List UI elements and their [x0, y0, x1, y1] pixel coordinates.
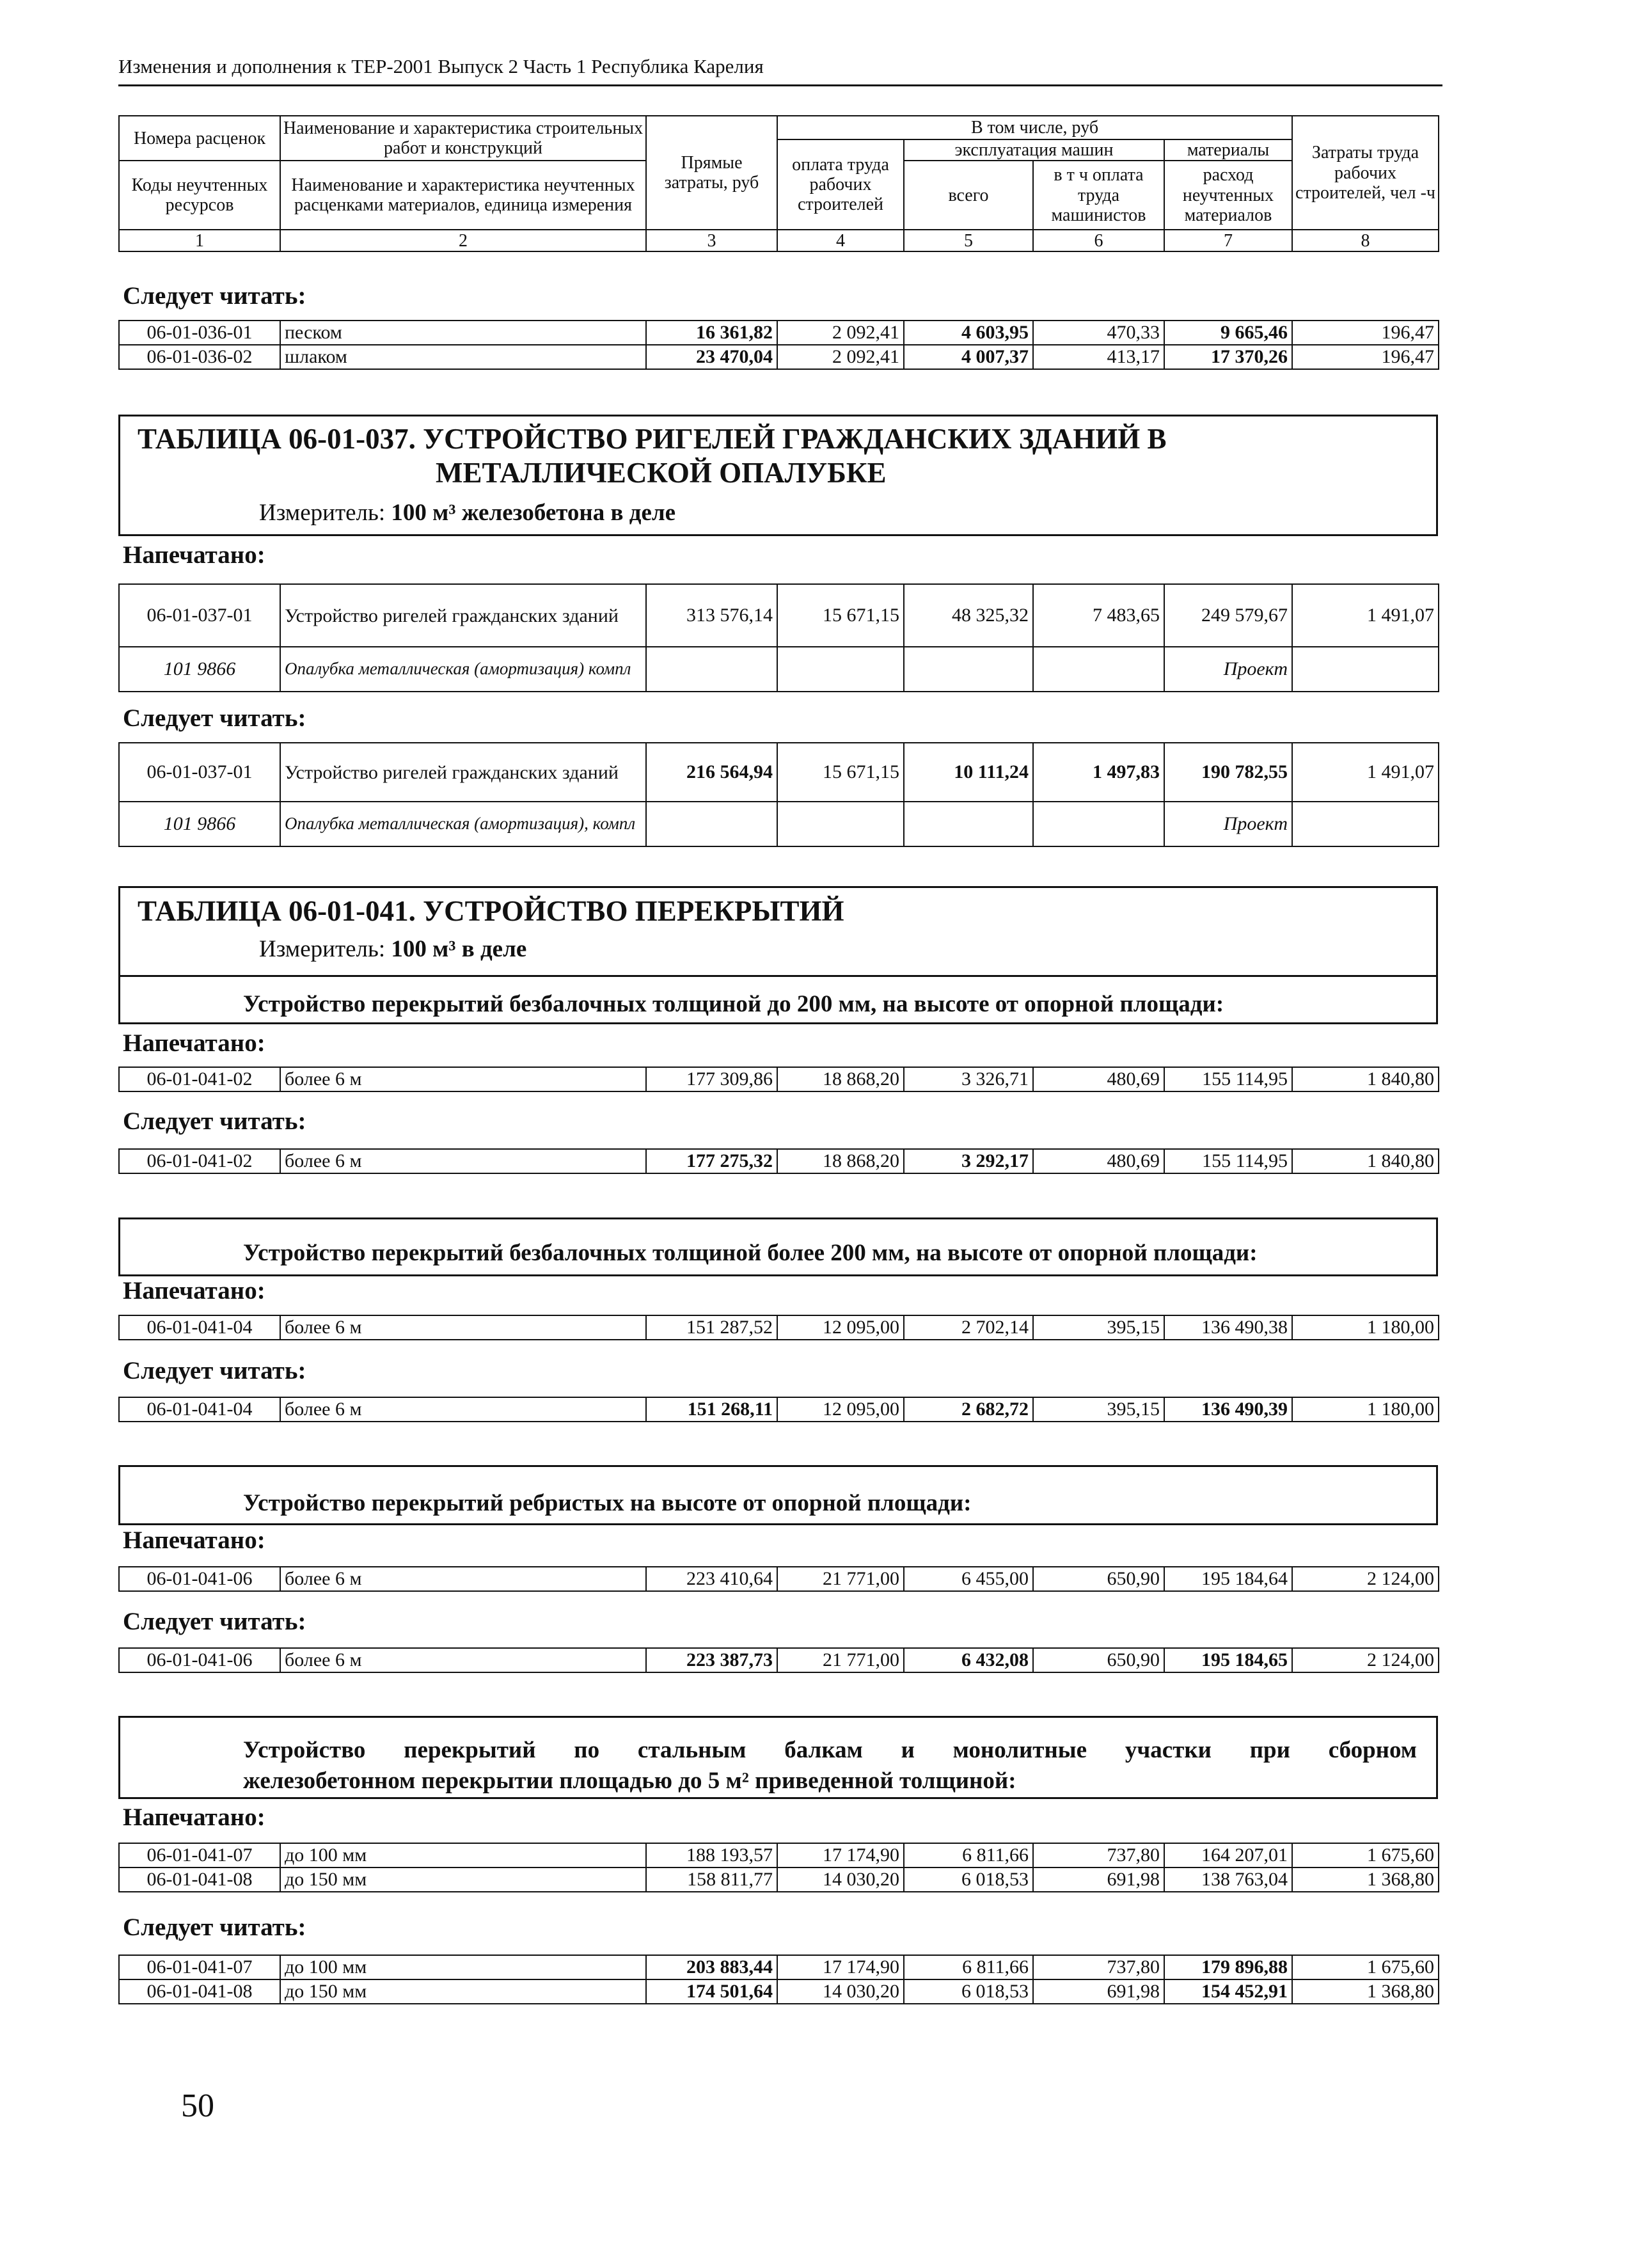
work-name: более 6 м: [280, 1067, 646, 1091]
work-name: более 6 м: [280, 1149, 646, 1173]
page-number: 50: [181, 2088, 214, 2124]
work-name: до 150 мм: [280, 1979, 646, 2004]
data-table: [118, 1397, 1439, 1422]
hdr-col3: Прямые затраты, руб: [646, 116, 777, 230]
labor-hours: 1 675,60: [1292, 1955, 1439, 1979]
direct-cost: 23 470,04: [646, 345, 777, 369]
rate-code: 06-01-041-02: [119, 1067, 280, 1091]
work-name: шлаком: [280, 345, 646, 369]
data-table: [118, 1067, 1439, 1092]
measure-unit: [259, 935, 526, 963]
direct-cost: 158 811,77: [646, 1868, 777, 1892]
labor-hours: 1 491,07: [1292, 584, 1439, 647]
materials-cost: 195 184,64: [1164, 1567, 1292, 1591]
machines-total: 6 018,53: [904, 1868, 1033, 1892]
labor-pay: 15 671,15: [777, 584, 904, 647]
table-title: ТАБЛИЦА 06-01-041. УСТРОЙСТВО ПЕРЕКРЫТИЙ: [138, 895, 844, 927]
machinists-pay: 413,17: [1033, 345, 1164, 369]
hdr-col1-bottom: Коды неучтенных ресурсов: [119, 161, 280, 230]
subsection-title: Устройство перекрытий ребристых на высоте от опорной площади:: [243, 1490, 972, 1516]
resource-name: Опалубка металлическая (амортизация), компл: [280, 802, 646, 846]
work-name: более 6 м: [280, 1648, 646, 1672]
direct-cost: 16 361,82: [646, 321, 777, 345]
rate-code: 06-01-041-04: [119, 1397, 280, 1422]
hdr-num: 6: [1033, 230, 1164, 251]
rate-code: 06-01-041-06: [119, 1567, 280, 1591]
labor-pay: 14 030,20: [777, 1868, 904, 1892]
hdr-col6: в т ч оплата труда машинистов: [1033, 161, 1164, 230]
direct-cost: 188 193,57: [646, 1843, 777, 1868]
column-header-table: [118, 115, 1439, 252]
direct-cost: 174 501,64: [646, 1979, 777, 2004]
machines-total: 3 292,17: [904, 1149, 1033, 1173]
subsection-title: железобетонном перекрытии площадью до 5 м² приведенной толщиной:: [243, 1768, 1016, 1794]
printed-label: Напечатано:: [123, 1029, 265, 1057]
direct-cost: 151 287,52: [646, 1315, 777, 1340]
read-label: Следует читать:: [123, 704, 306, 732]
machines-total: 3 326,71: [904, 1067, 1033, 1091]
hdr-incl: В том числе, руб: [777, 116, 1292, 139]
direct-cost: 203 883,44: [646, 1955, 777, 1979]
hdr-col1-top: Номера расценок: [119, 116, 280, 161]
machines-total: 6 018,53: [904, 1979, 1033, 2004]
data-table: [118, 1566, 1439, 1592]
read-label: Следует читать:: [123, 1608, 306, 1635]
printed-label: Напечатано:: [123, 1527, 265, 1554]
labor-hours: 196,47: [1292, 345, 1439, 369]
labor-hours: 1 840,80: [1292, 1067, 1439, 1091]
rate-code: 06-01-041-08: [119, 1868, 280, 1892]
data-table-read: [118, 742, 1439, 847]
machinists-pay: 691,98: [1033, 1868, 1164, 1892]
materials-cost: 136 490,38: [1164, 1315, 1292, 1340]
read-label: Следует читать:: [123, 1357, 306, 1384]
table-row: [119, 345, 1439, 369]
work-name: Устройство ригелей гражданских зданий: [280, 584, 646, 647]
rate-code: 06-01-036-01: [119, 321, 280, 345]
labor-pay: 15 671,15: [777, 743, 904, 802]
labor-pay: 12 095,00: [777, 1315, 904, 1340]
rate-code: 06-01-036-02: [119, 345, 280, 369]
table-row: [119, 1843, 1439, 1868]
materials-cost: 17 370,26: [1164, 345, 1292, 369]
direct-cost: 177 309,86: [646, 1067, 777, 1091]
measure-prefix: Измеритель:: [259, 936, 386, 962]
machinists-pay: 1 497,83: [1033, 743, 1164, 802]
labor-hours: 196,47: [1292, 321, 1439, 345]
materials-cost: 179 896,88: [1164, 1955, 1292, 1979]
resource-code: 101 9866: [119, 647, 280, 692]
rate-code: 06-01-041-02: [119, 1149, 280, 1173]
labor-pay: 17 174,90: [777, 1843, 904, 1868]
subsection-title: Устройство перекрытий безбалочных толщиной более 200 мм, на высоте от опорной площади:: [243, 1240, 1258, 1266]
materials-cost: 154 452,91: [1164, 1979, 1292, 2004]
table-row: [119, 1979, 1439, 2004]
rate-code: 06-01-041-07: [119, 1843, 280, 1868]
machines-total: 4 007,37: [904, 345, 1033, 369]
table-row: [119, 1315, 1439, 1340]
resource-code: 101 9866: [119, 802, 280, 846]
labor-pay: 14 030,20: [777, 1979, 904, 2004]
table-title: ТАБЛИЦА 06-01-037. УСТРОЙСТВО РИГЕЛЕЙ ГРАЖДАНСКИХ ЗДАНИЙ В: [138, 423, 1167, 455]
work-name: более 6 м: [280, 1567, 646, 1591]
labor-hours: 1 491,07: [1292, 743, 1439, 802]
measure-prefix: Измеритель:: [259, 500, 386, 526]
machines-total: 2 702,14: [904, 1315, 1033, 1340]
table-row: [119, 1955, 1439, 1979]
machinists-pay: 470,33: [1033, 321, 1164, 345]
running-head: Изменения и дополнения к ТЕР-2001 Выпуск 2 Часть 1 Республика Карелия: [118, 55, 764, 77]
labor-pay: 18 868,20: [777, 1067, 904, 1091]
machines-total: 10 111,24: [904, 743, 1033, 802]
hdr-materials: материалы: [1164, 139, 1292, 161]
table-row: [119, 321, 1439, 345]
work-name: до 100 мм: [280, 1955, 646, 1979]
machinists-pay: 7 483,65: [1033, 584, 1164, 647]
work-name: песком: [280, 321, 646, 345]
table-row: [119, 1648, 1439, 1672]
direct-cost: 177 275,32: [646, 1149, 777, 1173]
work-name: до 100 мм: [280, 1843, 646, 1868]
read-label: Следует читать:: [123, 282, 306, 310]
hdr-col4: оплата труда рабочих строителей: [777, 139, 904, 230]
machines-total: 6 455,00: [904, 1567, 1033, 1591]
materials-cost: 9 665,46: [1164, 321, 1292, 345]
labor-pay: 21 771,00: [777, 1567, 904, 1591]
resource-value: Проект: [1164, 647, 1292, 692]
labor-hours: 2 124,00: [1292, 1567, 1439, 1591]
materials-cost: 155 114,95: [1164, 1067, 1292, 1091]
labor-pay: 2 092,41: [777, 321, 904, 345]
hdr-col8: Затраты труда рабочих строителей, чел -ч: [1292, 116, 1439, 230]
hdr-num: 1: [119, 230, 280, 251]
rate-code: 06-01-041-08: [119, 1979, 280, 2004]
hdr-col2-top: Наименование и характеристика строительных работ и конструкций: [280, 116, 646, 161]
printed-label: Напечатано:: [123, 1277, 265, 1304]
machinists-pay: 480,69: [1033, 1149, 1164, 1173]
direct-cost: 223 410,64: [646, 1567, 777, 1591]
data-table: [118, 1955, 1439, 2004]
hdr-num: 3: [646, 230, 777, 251]
table-row: [119, 1397, 1439, 1422]
labor-pay: 2 092,41: [777, 345, 904, 369]
data-table: [118, 320, 1439, 370]
machines-total: 48 325,32: [904, 584, 1033, 647]
machinists-pay: 737,80: [1033, 1843, 1164, 1868]
subsection-title: Устройство перекрытий безбалочных толщиной до 200 мм, на высоте от опорной площади:: [243, 991, 1224, 1017]
read-label: Следует читать:: [123, 1107, 306, 1135]
labor-hours: 1 180,00: [1292, 1315, 1439, 1340]
data-table: [118, 1647, 1439, 1673]
direct-cost: 151 268,11: [646, 1397, 777, 1422]
table-row: [119, 1567, 1439, 1591]
labor-hours: 1 675,60: [1292, 1843, 1439, 1868]
labor-pay: 18 868,20: [777, 1149, 904, 1173]
data-table: [118, 1148, 1439, 1174]
work-name: более 6 м: [280, 1397, 646, 1422]
machines-total: 6 811,66: [904, 1955, 1033, 1979]
rate-code: 06-01-041-07: [119, 1955, 280, 1979]
labor-pay: 21 771,00: [777, 1648, 904, 1672]
labor-pay: 12 095,00: [777, 1397, 904, 1422]
direct-cost: 216 564,94: [646, 743, 777, 802]
materials-cost: 190 782,55: [1164, 743, 1292, 802]
hdr-num: 5: [904, 230, 1033, 251]
labor-hours: 1 840,80: [1292, 1149, 1439, 1173]
rate-code: 06-01-037-01: [119, 584, 280, 647]
labor-pay: 17 174,90: [777, 1955, 904, 1979]
hdr-num: 8: [1292, 230, 1439, 251]
machines-total: 2 682,72: [904, 1397, 1033, 1422]
materials-cost: 195 184,65: [1164, 1648, 1292, 1672]
machinists-pay: 650,90: [1033, 1648, 1164, 1672]
machinists-pay: 691,98: [1033, 1979, 1164, 2004]
measure-value: 100 м³ в деле: [391, 936, 527, 962]
materials-cost: 249 579,67: [1164, 584, 1292, 647]
hdr-col7: расход неучтенных материалов: [1164, 161, 1292, 230]
machines-total: 6 432,08: [904, 1648, 1033, 1672]
data-table: [118, 1315, 1439, 1340]
hdr-num: 7: [1164, 230, 1292, 251]
materials-cost: 155 114,95: [1164, 1149, 1292, 1173]
rate-code: 06-01-037-01: [119, 743, 280, 802]
machinists-pay: 737,80: [1033, 1955, 1164, 1979]
direct-cost: 313 576,14: [646, 584, 777, 647]
labor-hours: 1 368,80: [1292, 1868, 1439, 1892]
hdr-col2-bottom: Наименование и характеристика неучтенных расценками материалов, единица измерения: [280, 161, 646, 230]
machinists-pay: 650,90: [1033, 1567, 1164, 1591]
labor-hours: 2 124,00: [1292, 1648, 1439, 1672]
printed-label: Напечатано:: [123, 1804, 265, 1831]
machinists-pay: 395,15: [1033, 1397, 1164, 1422]
read-label: Следует читать:: [123, 1914, 306, 1941]
measure-unit: [259, 499, 675, 527]
hdr-num: 2: [280, 230, 646, 251]
hdr-col5: всего: [904, 161, 1033, 230]
measure-value: 100 м³ железобетона в деле: [391, 500, 676, 526]
data-table: [118, 1843, 1439, 1892]
table-row: [119, 1149, 1439, 1173]
work-name: более 6 м: [280, 1315, 646, 1340]
rate-code: 06-01-041-04: [119, 1315, 280, 1340]
hdr-machines: эксплуатация машин: [904, 139, 1164, 161]
table-row: [119, 1868, 1439, 1892]
materials-cost: 138 763,04: [1164, 1868, 1292, 1892]
rate-code: 06-01-041-06: [119, 1648, 280, 1672]
labor-hours: 1 180,00: [1292, 1397, 1439, 1422]
work-name: до 150 мм: [280, 1868, 646, 1892]
machines-total: 6 811,66: [904, 1843, 1033, 1868]
materials-cost: 136 490,39: [1164, 1397, 1292, 1422]
table-row: [119, 1067, 1439, 1091]
machines-total: 4 603,95: [904, 321, 1033, 345]
direct-cost: 223 387,73: [646, 1648, 777, 1672]
resource-value: Проект: [1164, 802, 1292, 846]
labor-hours: 1 368,80: [1292, 1979, 1439, 2004]
printed-label: Напечатано:: [123, 541, 265, 569]
subsection-title: Устройство перекрытий по стальным балкам и монолитные участки при сборном: [243, 1737, 1417, 1763]
materials-cost: 164 207,01: [1164, 1843, 1292, 1868]
resource-name: Опалубка металлическая (амортизация) компл: [280, 647, 646, 692]
hdr-num: 4: [777, 230, 904, 251]
table-title: МЕТАЛЛИЧЕСКОЙ ОПАЛУБКЕ: [436, 457, 887, 489]
work-name: Устройство ригелей гражданских зданий: [280, 743, 646, 802]
machinists-pay: 395,15: [1033, 1315, 1164, 1340]
header-rule: [118, 84, 1442, 86]
machinists-pay: 480,69: [1033, 1067, 1164, 1091]
data-table-printed: [118, 583, 1439, 692]
